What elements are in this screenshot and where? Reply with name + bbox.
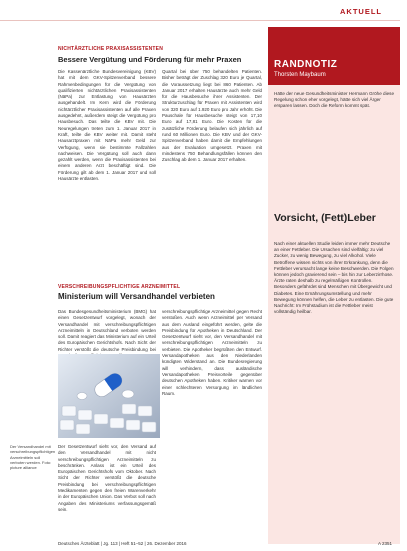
- header-rule: [0, 20, 400, 21]
- article2-kicker: VERSCHREIBUNGSPFLICHTIGE ARZNEIMITTEL: [58, 284, 181, 290]
- sidebar-subhead: Vorsicht, (Fett)Leber: [274, 212, 376, 224]
- article1-kicker: NICHTÄRZTLICHE PRAXISASSISTENTEN: [58, 46, 164, 52]
- photo-caption: Der Versandhandel mit verschreibungspflichtigen Arzneimitteln soll verboten werden. Foto: picture alliance: [10, 444, 56, 471]
- article2-column-2: verschreibungspflichtige Arzneimittel gegen Recht verstoßen. Auch wenn Arzneimittel per Versand aus dem Ausland eingeführt werden, gelte die Preisbindung für Apotheken in Deutschland. Der Gesetzentwurf sieht vor, den Versandhandel mit verschreibungspflichtigen Arzneimitteln zu verbieten. Die Apotheker begrüßten den Entwurf. Versandapotheken aus den Niederlanden kündigten Widerstand an. Die Bundesregierung will verhindern, dass ausländische Versandapotheken Preisvorteile gegenüber deutschen Apotheken haben. Kritiker warnen vor einer schlechteren Versorgung im ländlichen Raum.: [162, 309, 262, 396]
- footer-page-number: A 2351: [378, 541, 393, 546]
- section-label: AKTUELL: [340, 7, 382, 16]
- sidebar-intro: Hätte der neue Gesundheitsminister Hermann Gröhe diese Regelung schon eher vorgelegt, hätte sich viel Ärger ersparen lassen. Doch die Reform kommt spät.: [274, 91, 395, 109]
- footer-publication: Deutsches Ärzteblatt | Jg. 113 | Heft 51–52 | 26. Dezember 2016: [58, 541, 187, 546]
- article2-title: Ministerium will Versandhandel verbieten: [58, 292, 215, 301]
- pills-photo: [58, 354, 160, 438]
- section-header: [340, 7, 400, 19]
- article1-column-2: Quartal bei über 750 behandelten Patienten. Bisher beträgt der Zuschlag 320 Euro je Quartal, die Voraussetzung liegt bei 860 Patienten. Ab Januar 2017 erhalten Hausärzte auch mehr Geld für die Hausbesuche ihrer Assistenten. Der Strukturzuschlag für Praxen mit Assistenten wird von 320 Euro auf 1.920 Euro pro Jahr erhöht. Die Pauschale für Hausbesuche steigt von 17,10 Euro auf 17,81 Euro. Die Kosten für die zusätzliche Förderung belaufen sich jährlich auf rund 60 Millionen Euro. Die KBV und der GKV-Spitzenverband haben damit die Empfehlungen aus der Evaluation umgesetzt. Praxen mit mindestens 750 Behandlungsfällen können den Zuschlag ab dem 1. Januar 2017 erhalten.: [162, 69, 262, 163]
- pills-keyboard-image: [58, 354, 160, 438]
- article2-bottom-text: Der Gesetzentwurf sieht vor, den Versand auf den Versandhandel mit nicht verschreibungspflichtigen Arzneimitteln zu beschränken. Anlass ist ein Urteil des Europäischen Gerichtshofs vom Oktober. Nach Sicht der Richter verstößt die deutsche Preisbindung bei verschreibungspflichtigen Medikamenten gegen den freien Warenverkehr in der Europäischen Union. Das Verbot soll nach Angaben des Ministeriums verfassungsgemäß sein.: [58, 444, 156, 512]
- sidebar-title: RANDNOTIZ: [274, 59, 338, 70]
- sidebar-header: [268, 27, 400, 85]
- article1-column-1: Die Kassenärztliche Bundesvereinigung (KBV) hat mit dem GKV-Spitzenverband bessere Rahmenbedingungen für die Vergütung von qualifizierten nichtärztlichen Praxisassistenten (NäPa) zur Entlastung von Hausärzten ausgehandelt. Im Kern wird die Förderung nichtärztlicher Praxisassistenten auf alle Praxen ausgedehnt, außerdem steigt die Vergütung pro Hausbesuch. Das teilte die KBV mit. Die Neuregelungen treten zum 1. Januar 2017 in Kraft, teilte die KBV weiter mit. Damit steht Hausarztpraxen mit NäPa mehr Geld zur Verfügung, wenn sie bestimmte Fallzahlen nachweisen. Die Vergütung soll auch dann gezahlt werden, wenn die Praxisassistenten bei einem anderen Arzt beschäftigt sind. Die Förderung gilt ab dem 1. Januar 2017 und soll Hausärzte entlasten.: [58, 69, 156, 182]
- article1-title: Bessere Vergütung und Förderung für mehr Praxen: [58, 55, 242, 64]
- article2-intro: Das Bundesgesundheitsministerium (BMG) hat einen Gesetzentwurf vorgelegt, wonach der Versandhandel mit verschreibungspflichtigen Arzneimitteln in Deutschland verboten werden soll. Damit reagiert das Ministerium auf ein Urteil des Europäischen Gerichtshofs. Nach Sicht der Richter verstößt die deutsche Preisbindung bei: [58, 309, 156, 352]
- sidebar-author: Thorsten Maybaum: [274, 72, 326, 78]
- sidebar-body: Nach einer aktuellen Studie leiden immer mehr Deutsche an einer Fettleber. Die Ursachen sind vielfältig: zu viel Zucker, zu wenig Bewegung, zu viel Alkohol. Viele Betroffene wissen nichts von ihrer Erkrankung, denn die Fettleber verursacht lange keine Beschwerden. Die Folgen können jedoch gravierend sein – bis hin zur Leberzirrhose. Ärzte raten deshalb zu regelmäßigen Kontrollen. Besonders gefährdet sind Menschen mit Übergewicht und Diabetes. Eine Ernährungsumstellung und mehr Bewegung können helfen, die Leber zu entlasten. Die gute Nachricht: Im Frühstadium ist die Fettleber meist vollständig heilbar.: [274, 241, 394, 315]
